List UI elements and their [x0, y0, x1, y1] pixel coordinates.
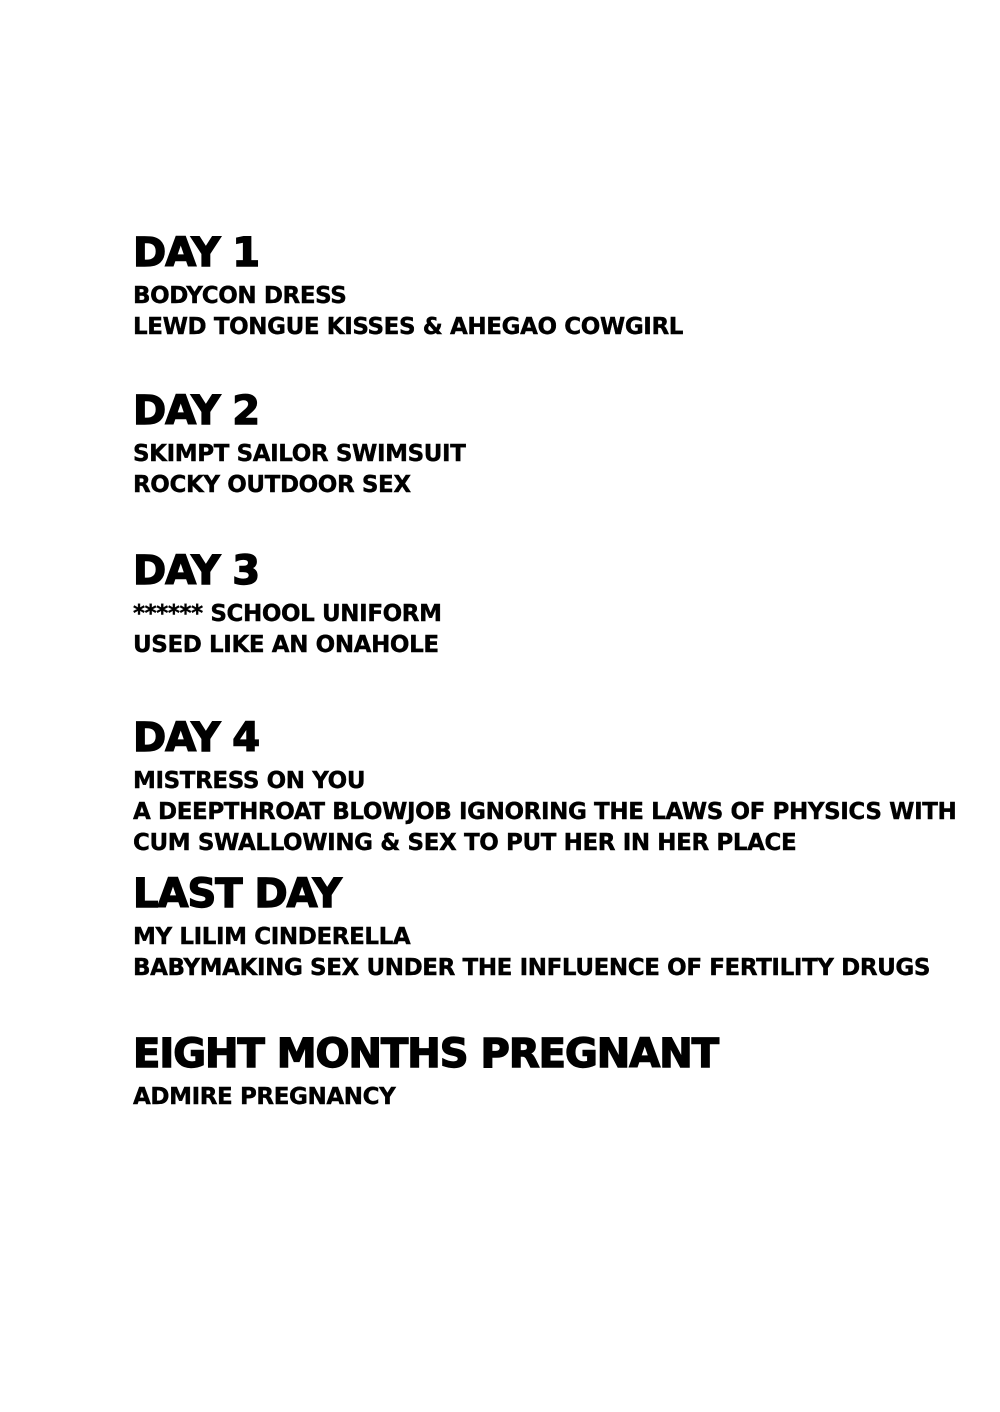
section-lines: [133, 766, 957, 859]
section-title: EIGHT MONTHS PREGNANT: [133, 1031, 718, 1077]
section-title: DAY 4: [133, 715, 260, 761]
section-line: USED LIKE AN ONAHOLE: [133, 632, 439, 658]
section-lines: [133, 1082, 940, 1113]
section-line: ADMIRE PREGNANCY: [133, 1084, 396, 1110]
section-line: BODYCON DRESS: [133, 283, 347, 309]
toc-section: [133, 386, 940, 501]
section-line: SKIMPT SAILOR SWIMSUIT: [133, 441, 466, 467]
section-line: ROCKY OUTDOOR SEX: [133, 472, 411, 498]
section-line: MISTRESS ON YOU: [133, 768, 366, 794]
section-line: A DEEPTHROAT BLOWJOB IGNORING THE LAWS OF PHYSICS WITH: [133, 799, 957, 825]
toc-section: [133, 228, 940, 343]
section-lines: [133, 922, 940, 984]
section-lines: [133, 599, 940, 661]
section-line: CUM SWALLOWING & SEX TO PUT HER IN HER PLACE: [133, 830, 797, 856]
section-title: LAST DAY: [133, 871, 341, 917]
toc-section: [133, 869, 940, 984]
section-line: MY LILIM CINDERELLA: [133, 924, 411, 950]
toc-section: [133, 1029, 940, 1113]
section-lines: [133, 281, 940, 343]
toc-section: [133, 713, 957, 859]
section-lines: [133, 439, 940, 501]
section-line: LEWD TONGUE KISSES & AHEGAO COWGIRL: [133, 314, 684, 340]
section-line: ****** SCHOOL UNIFORM: [133, 601, 442, 627]
section-title: DAY 2: [133, 388, 260, 434]
section-line: BABYMAKING SEX UNDER THE INFLUENCE OF FERTILITY DRUGS: [133, 955, 931, 981]
section-title: DAY 1: [133, 230, 260, 276]
toc-section: [133, 546, 940, 661]
section-title: DAY 3: [133, 548, 260, 594]
